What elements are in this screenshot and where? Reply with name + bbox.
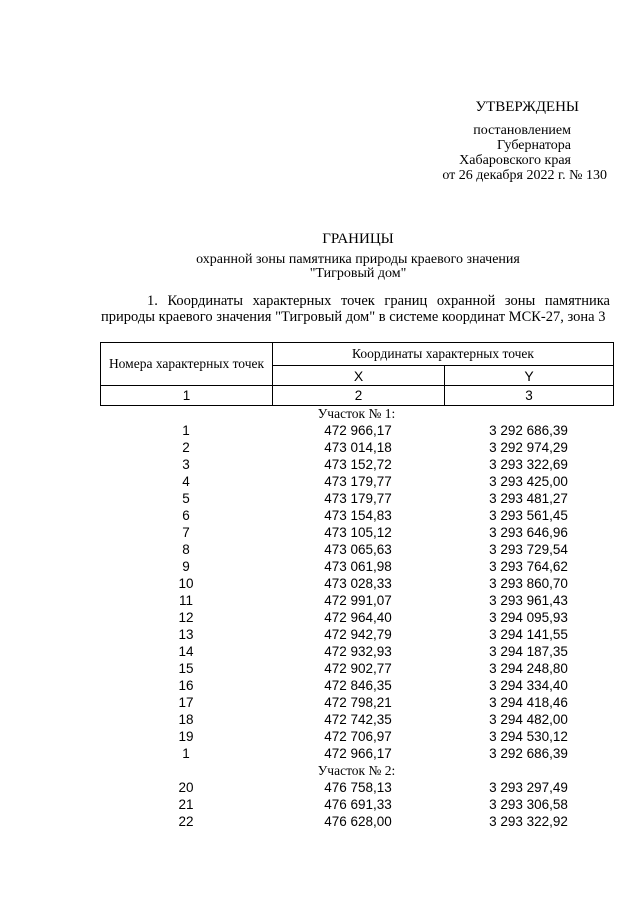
table-row (100, 439, 613, 456)
header-points: Номера характерных точек (101, 343, 273, 386)
coord-y: 3 293 729,54 (489, 542, 568, 557)
coord-x: 472 742,35 (324, 712, 392, 727)
point-number: 1 (182, 746, 190, 761)
coord-x: 472 798,21 (324, 695, 392, 710)
coord-x: 476 628,00 (324, 814, 392, 829)
coord-x: 472 846,35 (324, 678, 392, 693)
coord-y: 3 294 141,55 (489, 627, 568, 642)
coord-y: 3 293 322,69 (489, 457, 568, 472)
column-number-1: 1 (101, 386, 273, 406)
coord-x: 473 065,63 (324, 542, 392, 557)
coord-x: 476 758,13 (324, 780, 392, 795)
coord-y: 3 293 860,70 (489, 576, 568, 591)
coord-y: 3 292 974,29 (489, 440, 568, 455)
table-row (100, 575, 613, 592)
coord-x: 476 691,33 (324, 797, 392, 812)
coord-x: 473 028,33 (324, 576, 392, 591)
coord-x: 472 964,40 (324, 610, 392, 625)
coord-y: 3 294 530,12 (489, 729, 568, 744)
coord-x: 473 179,77 (324, 474, 392, 489)
point-number: 16 (178, 678, 194, 693)
plot-2-title: Участок № 2: (317, 763, 396, 778)
point-number: 22 (178, 814, 194, 829)
point-number: 5 (182, 491, 190, 506)
subheading-line-1: охранной зоны памятника природы краевого значения (196, 252, 520, 267)
coord-y: 3 293 322,92 (489, 814, 568, 829)
coord-y: 3 293 481,27 (489, 491, 568, 506)
point-number: 19 (178, 729, 194, 744)
table-row (100, 592, 613, 609)
table-row (100, 456, 613, 473)
coord-y: 3 293 764,62 (489, 559, 568, 574)
coord-x: 473 014,18 (324, 440, 392, 455)
document-heading: ГРАНИЦЫ (322, 231, 394, 247)
coord-y: 3 293 297,49 (489, 780, 568, 795)
table-row (100, 626, 613, 643)
header-x: X (273, 366, 445, 386)
point-number: 2 (182, 440, 190, 455)
point-number: 14 (178, 644, 194, 659)
approval-line-1: постановлением (473, 123, 571, 138)
coord-x: 473 154,83 (324, 508, 392, 523)
coord-y: 3 294 248,80 (489, 661, 568, 676)
coord-y: 3 292 686,39 (489, 423, 568, 438)
coordinates-table-header (100, 342, 614, 406)
point-number: 15 (178, 661, 194, 676)
table-row (100, 643, 613, 660)
coord-y: 3 294 095,93 (489, 610, 568, 625)
coord-y: 3 294 334,40 (489, 678, 568, 693)
table-row (100, 660, 613, 677)
table-row (100, 796, 613, 813)
plot-2-rows (100, 779, 613, 830)
column-number-2: 2 (273, 386, 445, 406)
coord-y: 3 294 418,46 (489, 695, 568, 710)
table-row (100, 524, 613, 541)
point-number: 10 (178, 576, 194, 591)
table-row (100, 490, 613, 507)
coord-x: 473 152,72 (324, 457, 392, 472)
table-row (100, 779, 613, 796)
table-row (100, 541, 613, 558)
table-row (100, 813, 613, 830)
table-row (100, 694, 613, 711)
table-row (100, 728, 613, 745)
column-number-3: 3 (445, 386, 614, 406)
point-number: 8 (182, 542, 190, 557)
point-number: 18 (178, 712, 194, 727)
point-number: 11 (178, 593, 193, 608)
point-number: 17 (178, 695, 194, 710)
coord-x: 472 902,77 (324, 661, 392, 676)
table-row (100, 711, 613, 728)
table-row (100, 609, 613, 626)
table-row (100, 745, 613, 762)
table-row (100, 422, 613, 439)
header-y: Y (445, 366, 614, 386)
plot-1-rows (100, 422, 613, 762)
table-row (100, 558, 613, 575)
coord-x: 472 706,97 (324, 729, 392, 744)
point-number: 3 (182, 457, 190, 472)
coord-y: 3 294 187,35 (489, 644, 568, 659)
approval-line-3: Хабаровского края (459, 153, 571, 168)
point-number: 20 (178, 780, 194, 795)
coord-y: 3 293 306,58 (489, 797, 568, 812)
coord-y: 3 293 961,43 (489, 593, 568, 608)
coord-y: 3 293 646,96 (489, 525, 568, 540)
approval-block (387, 100, 607, 183)
point-number: 4 (182, 474, 190, 489)
table-row (100, 507, 613, 524)
table-row (100, 473, 613, 490)
intro-paragraph: 1. Координаты характерных точек границ охранной зоны памятника природы краевого значения "Тигровый дом" в системе координат МСК-27, зона 3 (101, 293, 610, 325)
coord-x: 472 942,79 (324, 627, 392, 642)
approval-title: УТВЕРЖДЕНЫ (475, 99, 579, 115)
point-number: 21 (178, 797, 194, 812)
coord-y: 3 293 561,45 (489, 508, 568, 523)
document-subheading (0, 253, 640, 281)
coord-x: 472 932,93 (324, 644, 392, 659)
coord-x: 473 105,12 (324, 525, 392, 540)
coord-y: 3 292 686,39 (489, 746, 568, 761)
point-number: 12 (178, 610, 194, 625)
point-number: 9 (182, 559, 190, 574)
coord-x: 473 179,77 (324, 491, 392, 506)
point-number: 7 (182, 525, 190, 540)
coord-y: 3 294 482,00 (489, 712, 568, 727)
coord-y: 3 293 425,00 (489, 474, 568, 489)
point-number: 13 (178, 627, 194, 642)
point-number: 6 (182, 508, 190, 523)
approval-date-line: от 26 декабря 2022 г. № 130 (442, 168, 607, 183)
coord-x: 472 966,17 (324, 746, 392, 761)
subheading-line-2: "Тигровый дом" (309, 266, 407, 281)
approval-line-2: Губернатора (496, 138, 571, 153)
header-coordinates: Координаты характерных точек (273, 343, 614, 366)
plot-1-title: Участок № 1: (317, 406, 396, 421)
point-number: 1 (182, 423, 190, 438)
coord-x: 472 991,07 (324, 593, 392, 608)
coord-x: 472 966,17 (324, 423, 392, 438)
coord-x: 473 061,98 (324, 559, 392, 574)
table-row (100, 677, 613, 694)
coordinates-table-body (100, 405, 613, 830)
